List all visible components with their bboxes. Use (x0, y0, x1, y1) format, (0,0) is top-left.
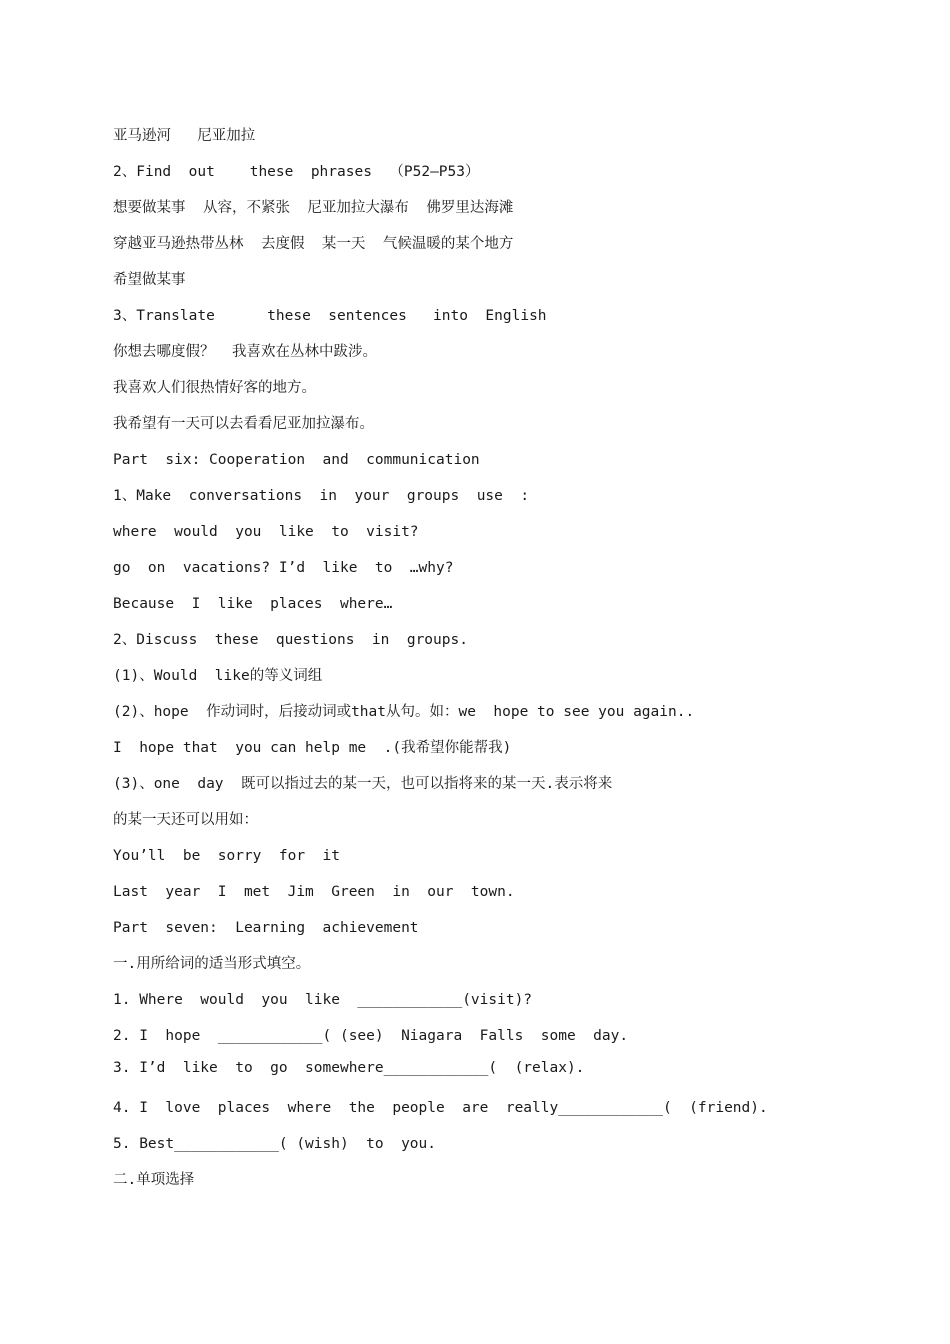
text-line: You’ll be sorry for it (113, 848, 340, 864)
text-line: 我喜欢人们很热情好客的地方。 (113, 380, 316, 396)
text-line: (3)、one day 既可以指过去的某一天，也可以指将来的某一天.表示将来 (113, 776, 613, 792)
text-line: Last year I met Jim Green in our town. (113, 884, 515, 900)
text-line: 的某一天还可以用如： (113, 812, 258, 828)
text-line: 亚马逊河 尼亚加拉 (113, 128, 256, 144)
text-line: (1)、Would like的等义词组 (113, 668, 323, 684)
exercise-item: 2. I hope ____________( (see) Niagara Falls some day. (113, 1028, 629, 1044)
section-heading: Part seven: Learning achievement (113, 920, 419, 936)
exercise-heading: 一.用所给词的适当形式填空。 (113, 956, 311, 972)
exercise-item: 1. Where would you like ____________(visit)? (113, 992, 533, 1008)
text-line: (2)、hope 作动词时，后接动词或that从句。如：we hope to see you again.. (113, 704, 695, 720)
text-line: 想要做某事 从容，不紧张 尼亚加拉大瀑布 佛罗里达海滩 (113, 200, 514, 216)
text-line: 1、Make conversations in your groups use : (113, 488, 530, 504)
exercise-item: 3. I’d like to go somewhere____________( (relax). (113, 1060, 585, 1076)
exercise-item: 4. I love places where the people are really____________( (friend). (113, 1100, 768, 1116)
text-line: Because I like places where… (113, 596, 393, 612)
text-line: 你想去哪度假？ 我喜欢在丛林中跋涉。 (113, 344, 377, 360)
section-heading: Part six: Cooperation and communication (113, 452, 480, 468)
exercise-heading: 二.单项选择 (113, 1172, 195, 1188)
text-line: 希望做某事 (113, 272, 186, 288)
text-line: where would you like to visit? (113, 524, 419, 540)
text-line: 2、Find out these phrases （P52—P53） (113, 164, 480, 180)
text-line: 2、Discuss these questions in groups. (113, 632, 468, 648)
text-line: I hope that you can help me .(我希望你能帮我) (113, 740, 512, 756)
text-line: 穿越亚马逊热带丛林 去度假 某一天 气候温暖的某个地方 (113, 236, 514, 252)
text-line: go on vacations? I’d like to …why? (113, 560, 454, 576)
text-line: 3、Translate these sentences into English (113, 308, 547, 324)
exercise-item: 5. Best____________( (wish) to you. (113, 1136, 437, 1152)
text-line: 我希望有一天可以去看看尼亚加拉瀑布。 (113, 416, 374, 432)
